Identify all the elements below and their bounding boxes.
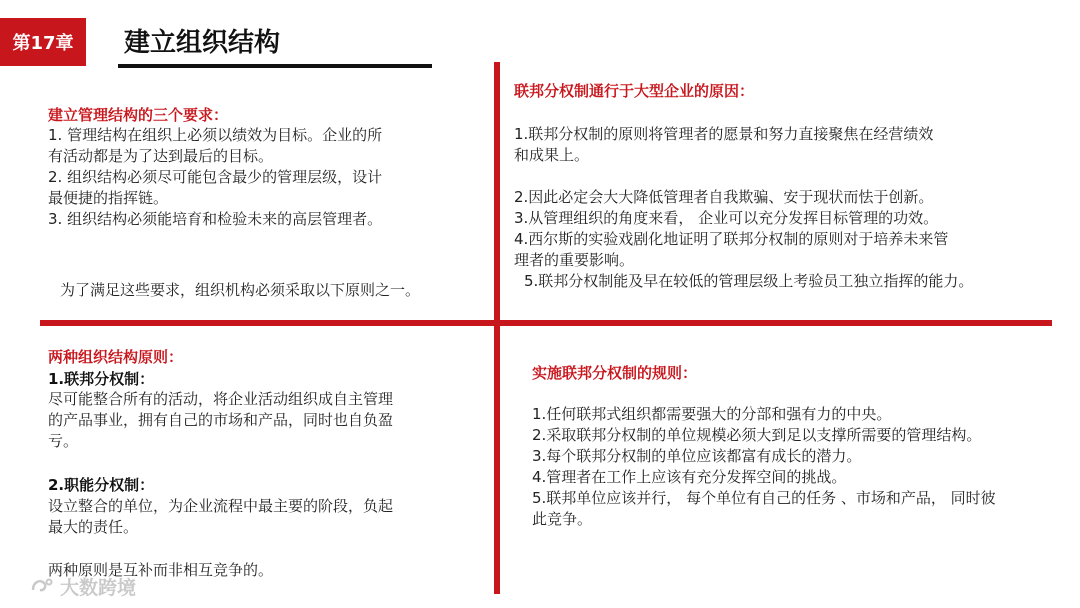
- principles-conclusion: 两种原则是互补而非相互竞争的。: [48, 561, 274, 579]
- reason-line: 理者的重要影响。: [514, 251, 635, 269]
- principle2-line: 最大的责任。: [48, 518, 139, 536]
- reason-line: 3.从管理组织的角度来看， 企业可以充分发挥目标管理的功效。: [514, 209, 939, 227]
- reason-line: 1.联邦分权制的原则将管理者的愿景和努力直接聚焦在经营绩效: [514, 125, 934, 143]
- reason-line: 和成果上。: [514, 146, 590, 164]
- principle1-line: 的产品事业，拥有自己的市场和产品，同时也自负盈: [48, 411, 394, 429]
- rule-line: 5.联邦单位应该并行， 每个单位有自己的任务 、市场和产品， 同时彼: [532, 489, 996, 507]
- principle1-title: 1.联邦分权制：: [48, 370, 155, 388]
- rule-line: 3.每个联邦分权制的单位应该都富有成长的潜力。: [532, 447, 862, 465]
- principle2-title: 2.职能分权制：: [48, 476, 155, 494]
- requirement-line: 最便捷的指挥链。: [48, 189, 169, 207]
- watermark-text: 大数跨境: [60, 577, 137, 599]
- federal-reasons-heading: 联邦分权制通行于大型企业的原因：: [514, 82, 755, 100]
- federal-reasons-list: [514, 124, 1064, 292]
- requirement-line: 有活动都是为了达到最后的目标。: [48, 147, 274, 165]
- reason-line: 4.西尔斯的实验戏剧化地证明了联邦分权制的原则对于培养未来管: [514, 230, 949, 248]
- requirement-line: 2. 组织结构必须尽可能包含最少的管理层级，设计: [48, 168, 383, 186]
- principles-heading: 两种组织结构原则：: [48, 348, 184, 366]
- requirements-list: [48, 125, 488, 230]
- reason-line: 2.因此必定会大大降低管理者自我欺骗、安于现状而怯于创新。: [514, 188, 934, 206]
- horizontal-divider: [40, 320, 1052, 326]
- requirement-line: 3. 组织结构必须能培育和检验未来的高层管理者。: [48, 210, 383, 228]
- rule-line: 2.采取联邦分权制的单位规模必须大到足以支撑所需要的管理结构。: [532, 426, 982, 444]
- requirements-note: 为了满足这些要求，组织机构必须采取以下原则之一。: [60, 281, 421, 299]
- watermark: [30, 573, 136, 600]
- principle1-desc: [48, 389, 488, 452]
- reason-line: 5.联邦分权制能及早在较低的管理层级上考验员工独立指挥的能力。: [524, 272, 974, 290]
- requirements-heading: 建立管理结构的三个要求：: [48, 106, 229, 124]
- principle1-line: 亏。: [48, 432, 79, 450]
- title-underline: [118, 64, 432, 68]
- requirement-line: 1. 管理结构在组织上必须以绩效为目标。企业的所: [48, 126, 383, 144]
- principle2-line: 设立整合的单位，为企业流程中最主要的阶段，负起: [48, 497, 394, 515]
- logo-mark-icon: [30, 576, 54, 598]
- vertical-divider: [494, 62, 500, 594]
- rule-line: 1.任何联邦式组织都需要强大的分部和强有力的中央。: [532, 405, 892, 423]
- chapter-badge: 第17章: [0, 18, 86, 66]
- slide-title: 建立组织结构: [124, 28, 281, 58]
- rule-line: 4.管理者在工作上应该有充分发挥空间的挑战。: [532, 468, 847, 486]
- federal-rules-heading: 实施联邦分权制的规则：: [532, 364, 698, 382]
- spacer: [514, 166, 1064, 187]
- principle1-line: 尽可能整合所有的活动，将企业活动组织成自主管理: [48, 390, 394, 408]
- federal-rules-list: [532, 404, 1072, 530]
- principle2-desc: [48, 496, 488, 538]
- rule-line: 此竞争。: [532, 510, 593, 528]
